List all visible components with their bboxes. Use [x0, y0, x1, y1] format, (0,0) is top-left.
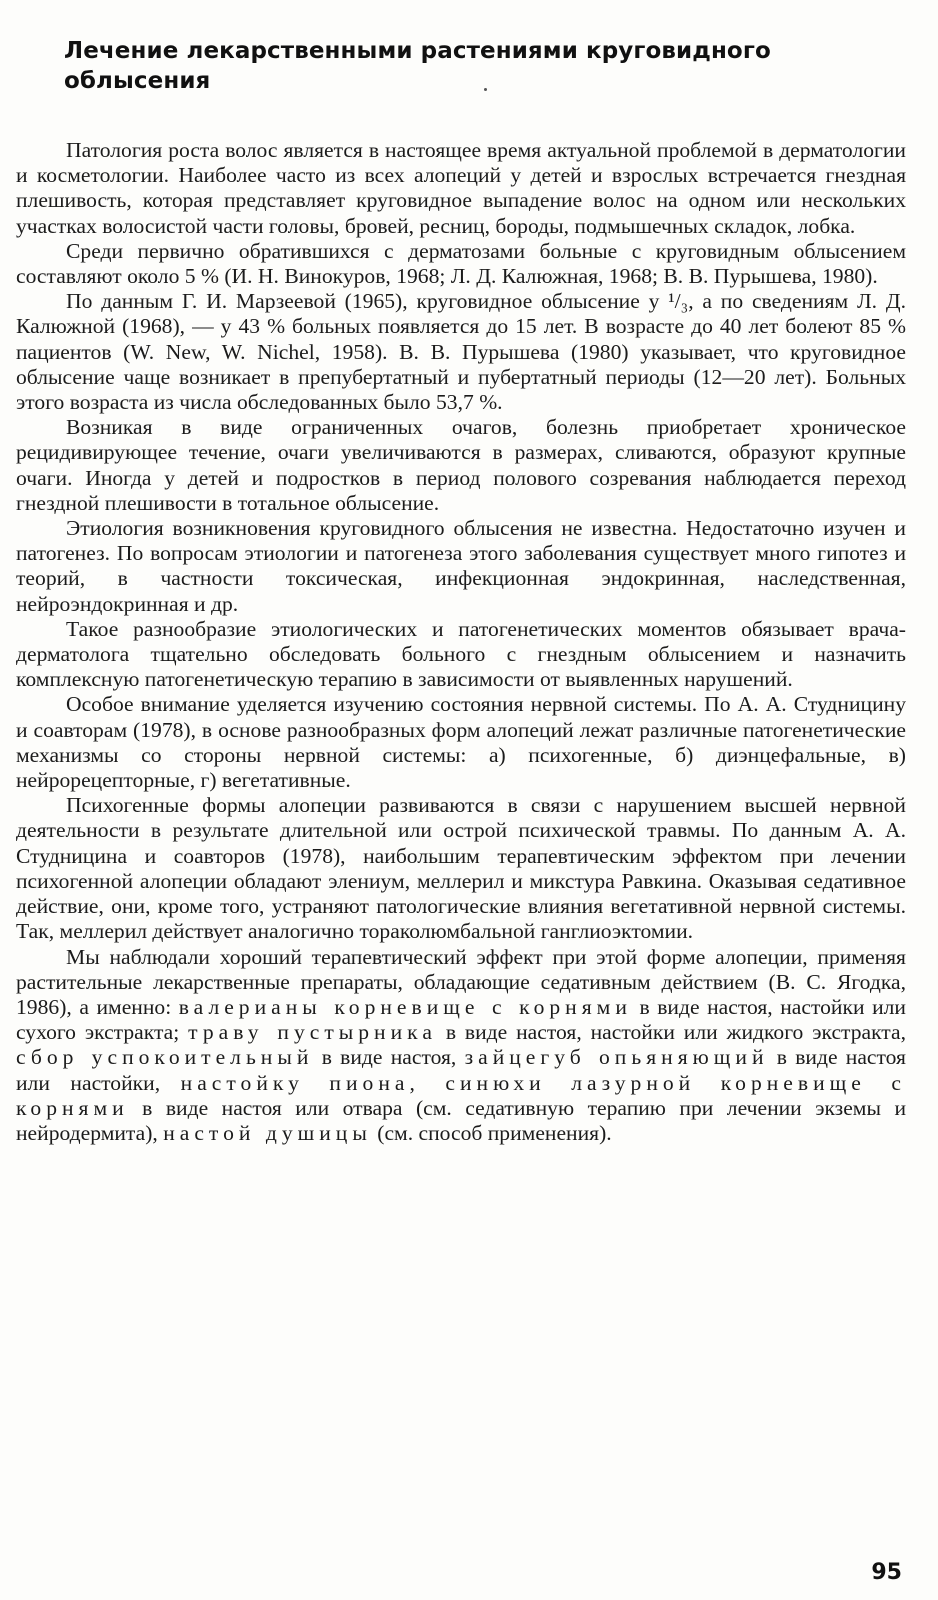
paragraph-incidence: Среди первично обратившихся с дерматозами больные с круговидным облысением составляют около 5 % (И. Н. Винокуров, 1968; Л. Д. Калюжная, 1968; В. В. Пурышева, 1980). [16, 238, 906, 289]
herb-motherwort: траву пустырника [188, 1020, 437, 1045]
page-number: 95 [871, 1560, 902, 1585]
body-text [16, 138, 906, 1146]
herb-valerian: валерианы корневище с корнями [178, 994, 632, 1019]
treatment-text: в виде настоя, [313, 1045, 465, 1070]
treatment-text: (см. способ применения). [371, 1120, 612, 1145]
treatment-text: Мы наблюдали хороший терапевтический эффект при этой форме алопеции, применяя растительные лекарственные препараты, обладающие седативным действием (В. С. Ягодка, 1986), а именно: [16, 944, 906, 1019]
paragraph-course: Возникая в виде ограниченных очагов, болезнь приобретает хроническое рецидивирующее течение, очаги увеличиваются в размерах, сливаются, образуют крупные очаги. Иногда у детей и подростков в период полового созревания наблюдается переход гнездной плешивости в тотальное облысение. [16, 415, 906, 515]
paragraph-hair-pathology: Патология роста волос является в настоящее время актуальной проблемой в дерматологии и косметологии. Наиболее часто из всех алопеций у детей и взрослых встречается гнездная плешивость, которая представляет круговидное выпадение волос на одном или нескольких участках волосистой части головы, бровей, ресниц, бороды, подмышечных складок, лобка. [16, 138, 906, 238]
paragraph-nervous-system: Особое внимание уделяется изучению состояния нервной системы. По А. А. Студницину и соавторам (1978), в основе разнообразных форм алопеций лежат различные патогенетические механизмы со стороны нервной системы: а) психогенные, б) диэнцефальные, в) нейрорецепторные, г) вегетативные. [16, 692, 906, 793]
treatment-text: в виде настоя или настойки, [16, 1045, 906, 1095]
herb-oregano: настой душицы [163, 1120, 372, 1145]
herb-lagochilus: зайцегуб опьяняющий [464, 1045, 769, 1070]
paragraph-herbal-treatment [16, 945, 906, 1147]
paragraph-etiology: Этиология возникновения круговидного облысения не известна. Недостаточно изучен и патогенез. По вопросам этиологии и патогенеза этого заболевания существует много гипотез и теорий, в частности токсическая, инфекционная эндокринная, наследственная, нейроэндокринная и др. [16, 516, 906, 616]
paragraph-age-statistics: По данным Г. И. Марзеевой (1965), круговидное облысение у ¹/₃, а по сведениям Л. Д. Калюжной (1968), — у 43 % больных появляется до 15 лет. В возрасте до 40 лет болеют 85 % пациентов (W. New, W. Nichel, 1958). В. В. Пурышева (1980) указывает, что круговидное облысение чаще возникает в препубертатный и пубертатный периоды (12—20 лет). Больных этого возраста из числа обследованных было 53,7 %. [16, 289, 906, 415]
section-heading: Лечение лекарственными растениями круговидного облысения [64, 38, 771, 94]
paragraph-psychogenic-forms: Психогенные формы алопеции развиваются в связи с нарушением высшей нервной деятельности в результате длительной или острой психической травмы. По данным А. А. Студницина и соавторов (1978), наибольшим терапевтическим эффектом при лечении психогенной алопеции обладают элениум, меллерил и микстура Равкина. Оказывая седативное действие, они, кроме того, устраняют патологические влияния вегетативной нервной системы. Так, меллерил действует аналогично тораколюмбальной ганглиоэктомии. [16, 793, 906, 944]
herb-peony-polemonium: настойку пиона, синюхи лазурной корневище с корнями [16, 1070, 906, 1120]
treatment-text: в виде настоя, настойки или жидкого экстракта, [436, 1020, 906, 1045]
treatment-text: в виде настоя или отвара (см. седативную терапию при лечении экземы и нейродермита), [16, 1095, 906, 1145]
paragraph-examination: Такое разнообразие этиологических и патогенетических моментов обязывает врача-дерматолога тщательно обследовать больного с гнездным облысением и назначить комплексную патогенетическую терапию в зависимости от выявленных нарушений. [16, 616, 906, 692]
treatment-text: в виде настоя, настойки или сухого экстракта; [16, 994, 906, 1045]
herb-soothing-collection: сбор успокоительный [16, 1045, 314, 1070]
